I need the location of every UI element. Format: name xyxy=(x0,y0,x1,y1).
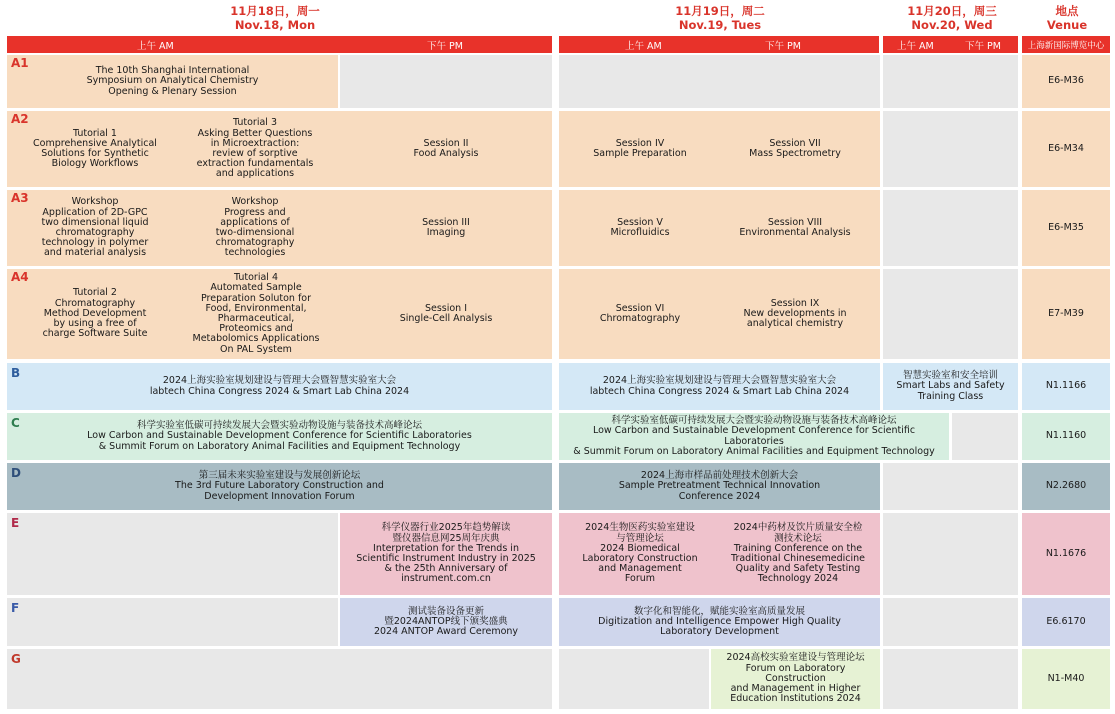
row-e-venue xyxy=(1022,513,1110,595)
day-header-venue-en: Venue xyxy=(1046,18,1088,32)
period-wed xyxy=(883,36,1018,53)
day-header-venue-cn: 地点 xyxy=(1055,4,1079,18)
row-c-wed-pm xyxy=(952,413,1018,460)
row-g-tue-pm-text: 2024高校实验室建设与管理论坛 Forum on Laboratory Construction and Management in Higher Education Institutions 2024 xyxy=(726,652,865,705)
row-a2-tutorial3 xyxy=(180,111,330,187)
row-a2-tutorial1-text: Tutorial 1 Comprehensive Analytical Solutions for Synthetic Biology Workflows xyxy=(33,127,157,170)
row-a4-session6 xyxy=(565,269,715,359)
row-a3-venue-text: E6-M35 xyxy=(1048,221,1084,233)
row-c-mon xyxy=(7,413,552,460)
day-header-wed xyxy=(884,4,1020,32)
row-e-tue-am-text: 2024生物医药实验室建设 与管理论坛 2024 Biomedical Laboratory Construction and Management Forum xyxy=(582,522,698,585)
row-e-tue-pm-text: 2024中药材及饮片质量安全检 测技术论坛 Training Conference on the Traditional Chinesemedicine Quality and Safety Testing Technology 2024 xyxy=(731,522,865,585)
row-a3-session5 xyxy=(565,190,715,266)
row-e-tue-am xyxy=(565,513,715,595)
period-tue-pm: 下午 PM xyxy=(765,40,801,52)
day-header-wed-cn: 11月20日，周三 xyxy=(907,4,997,18)
row-f-mon-pm-text: 测试装备设备更新 暨2024ANTOP线下颁奖盛典 2024 ANTOP Award Ceremony xyxy=(373,605,519,638)
row-d-mon-text: 第三届未来实验室建设与发展创新论坛 The 3rd Future Laboratory Construction and Development Innovation Forum xyxy=(175,470,384,502)
row-a4-session1 xyxy=(340,269,552,359)
row-a3-workshop1 xyxy=(20,190,170,266)
row-c-venue-text: N1.1160 xyxy=(1045,430,1087,442)
day-header-tue-en: Nov.19, Tues xyxy=(678,18,762,32)
row-a2-session4-text: Session IV Sample Preparation xyxy=(593,137,687,159)
period-mon-pm: 下午 PM xyxy=(427,40,463,52)
row-a1-tue xyxy=(559,55,880,108)
row-a2-session4 xyxy=(565,111,715,187)
row-a2-venue-text: E6-M34 xyxy=(1048,142,1084,154)
day-header-mon-cn: 11月18日，周一 xyxy=(230,4,320,18)
row-g-label: G xyxy=(11,652,21,666)
row-a4-session9-text: Session IX New developments in analytical chemistry xyxy=(743,297,847,330)
row-a3-workshop1-text: Workshop Application of 2D-GPC two dimensional liquid chromatography technology in polymer and material analysis xyxy=(41,196,149,259)
row-d-tue xyxy=(559,463,880,510)
row-e-label: E xyxy=(11,516,20,530)
row-a1-mon-pm xyxy=(340,55,552,108)
row-a3-workshop2 xyxy=(180,190,330,266)
row-g-tue-pm xyxy=(711,649,880,709)
row-b-label: B xyxy=(11,366,21,380)
row-a1-label: A1 xyxy=(11,56,29,70)
row-a1-mon-am xyxy=(7,55,338,108)
row-g-mon xyxy=(7,649,552,709)
row-c-tue xyxy=(559,413,949,460)
period-tue xyxy=(559,36,879,53)
row-a4-tutorial4 xyxy=(176,269,336,359)
row-a1-venue xyxy=(1022,55,1110,108)
row-a3-workshop2-text: Workshop Progress and applications of two-dimensional chromatography technologies xyxy=(215,196,295,259)
row-g-venue xyxy=(1022,649,1110,709)
row-a3-label: A3 xyxy=(11,191,29,205)
row-a4-tutorial2 xyxy=(20,269,170,359)
row-a4-session1-text: Session I Single-Cell Analysis xyxy=(399,302,493,324)
row-f-mon-pm xyxy=(340,598,552,646)
row-c-tue-text: 科学实验室低碳可持续发展大会暨实验动物设施与装备技术高峰论坛 Low Carbon and Sustainable Development Conference for Scientific Laboratories & Summit Forum on Laboratory Animal Facilities and Equipment Technology xyxy=(573,415,935,457)
period-venue xyxy=(1022,36,1110,53)
row-a2-label: A2 xyxy=(11,112,29,126)
row-a2-session2 xyxy=(340,111,552,187)
row-e-mon-am xyxy=(7,513,338,595)
row-a3-session8-text: Session VIII Environmental Analysis xyxy=(739,216,851,238)
day-header-mon xyxy=(200,4,350,32)
row-a4-wed xyxy=(883,269,1018,359)
day-header-wed-en: Nov.20, Wed xyxy=(911,18,993,32)
period-mon-am: 上午 AM xyxy=(137,40,174,52)
row-g-venue-text: N1-M40 xyxy=(1047,672,1085,684)
row-d-tue-text: 2024上海市样品前处理技术创新大会 Sample Pretreatment Technical Innovation Conference 2024 xyxy=(618,470,821,502)
row-a3-wed xyxy=(883,190,1018,266)
row-b-tue xyxy=(559,363,880,410)
row-b-wed xyxy=(883,363,1018,410)
row-g-tue-am xyxy=(559,649,709,709)
row-e-venue-text: N1.1676 xyxy=(1045,547,1087,559)
row-d-venue-text: N2.2680 xyxy=(1045,480,1087,492)
row-a2-tutorial3-text: Tutorial 3 Asking Better Questions in Microextraction: review of sorptive extraction fundamentals and applications xyxy=(196,117,314,180)
row-a2-session7-text: Session VII Mass Spectrometry xyxy=(749,137,841,159)
row-a4-tutorial2-text: Tutorial 2 Chromatography Method Development by using a free of charge Software Suite xyxy=(42,287,148,340)
row-f-venue-text: E6.6170 xyxy=(1046,615,1086,627)
row-f-tue-text: 数字化和智能化，赋能实验室高质量发展 Digitization and Intelligence Empower High Quality Laboratory Development xyxy=(598,605,841,638)
row-b-venue-text: N1.1166 xyxy=(1045,380,1087,392)
row-b-venue xyxy=(1022,363,1110,410)
row-f-venue xyxy=(1022,598,1110,646)
row-a4-tutorial4-text: Tutorial 4 Automated Sample Preparation Soluton for Food, Environmental, Pharmaceutical, Proteomics and Metabolomics Applications On PAL System xyxy=(192,272,320,355)
row-a3-session8 xyxy=(720,190,870,266)
period-tue-am: 上午 AM xyxy=(625,40,662,52)
row-a4-venue-text: E7-M39 xyxy=(1048,307,1084,319)
row-b-wed-text: 智慧实验室和安全培训 Smart Labs and Safety Training Class xyxy=(896,370,1005,402)
row-a3-session3 xyxy=(340,190,552,266)
row-d-wed xyxy=(883,463,1018,510)
row-a2-session2-text: Session II Food Analysis xyxy=(413,137,479,159)
row-f-mon-am xyxy=(7,598,338,646)
period-mon xyxy=(7,36,552,53)
row-f-label: F xyxy=(11,601,20,615)
row-d-label: D xyxy=(11,466,21,480)
row-a3-session5-text: Session V Microfluidics xyxy=(610,216,670,238)
row-a2-wed xyxy=(883,111,1018,187)
period-wed-am: 上午 AM xyxy=(897,40,934,52)
row-e-tue-pm xyxy=(716,513,880,595)
row-b-mon xyxy=(7,363,552,410)
row-a1-mon-am-text: The 10th Shanghai International Symposium on Analytical Chemistry Opening & Plenary Session xyxy=(86,65,259,97)
row-g-wed xyxy=(883,649,1018,709)
row-a3-venue xyxy=(1022,190,1110,266)
day-header-mon-en: Nov.18, Mon xyxy=(234,18,316,32)
row-e-mon-pm xyxy=(340,513,552,595)
row-d-mon xyxy=(7,463,552,510)
row-a1-venue-text: E6-M36 xyxy=(1048,75,1084,87)
row-a3-session3-text: Session III Imaging xyxy=(422,216,470,238)
row-e-mon-pm-text: 科学仪器行业2025年趋势解读 暨仪器信息网25周年庆典 Interpretation for the Trends in Scientific Instrument Industry in 2025 & the 25th Anniversary of instrument.com.cn xyxy=(356,522,536,585)
period-venue-name: 上海新国际博览中心 xyxy=(1027,40,1105,51)
row-c-label: C xyxy=(11,416,20,430)
row-a2-session7 xyxy=(720,111,870,187)
day-header-tue-cn: 11月19日，周二 xyxy=(675,4,765,18)
row-a2-venue xyxy=(1022,111,1110,187)
row-b-tue-text: 2024上海实验室规划建设与管理大会暨智慧实验室大会 labtech China Congress 2024 & Smart Lab China 2024 xyxy=(589,375,850,397)
row-a4-venue xyxy=(1022,269,1110,359)
period-wed-pm: 下午 PM xyxy=(965,40,1001,52)
row-b-mon-text: 2024上海实验室规划建设与管理大会暨智慧实验室大会 labtech China Congress 2024 & Smart Lab China 2024 xyxy=(149,375,410,397)
row-f-tue xyxy=(559,598,880,646)
row-f-wed xyxy=(883,598,1018,646)
day-header-tue xyxy=(645,4,795,32)
row-a4-session6-text: Session VI Chromatography xyxy=(599,302,681,324)
row-a4-session9 xyxy=(720,269,870,359)
row-d-venue xyxy=(1022,463,1110,510)
day-header-venue xyxy=(1024,4,1110,32)
row-e-wed xyxy=(883,513,1018,595)
row-c-venue xyxy=(1022,413,1110,460)
row-a2-tutorial1 xyxy=(20,111,170,187)
row-c-mon-text: 科学实验室低碳可持续发展大会暨实验动物设施与装备技术高峰论坛 Low Carbon and Sustainable Development Conference for Scientific Laboratories & Summit Forum on Laboratory Animal Facilities and Equipment Technology xyxy=(87,420,472,452)
row-a4-label: A4 xyxy=(11,270,29,284)
row-a1-wed xyxy=(883,55,1018,108)
